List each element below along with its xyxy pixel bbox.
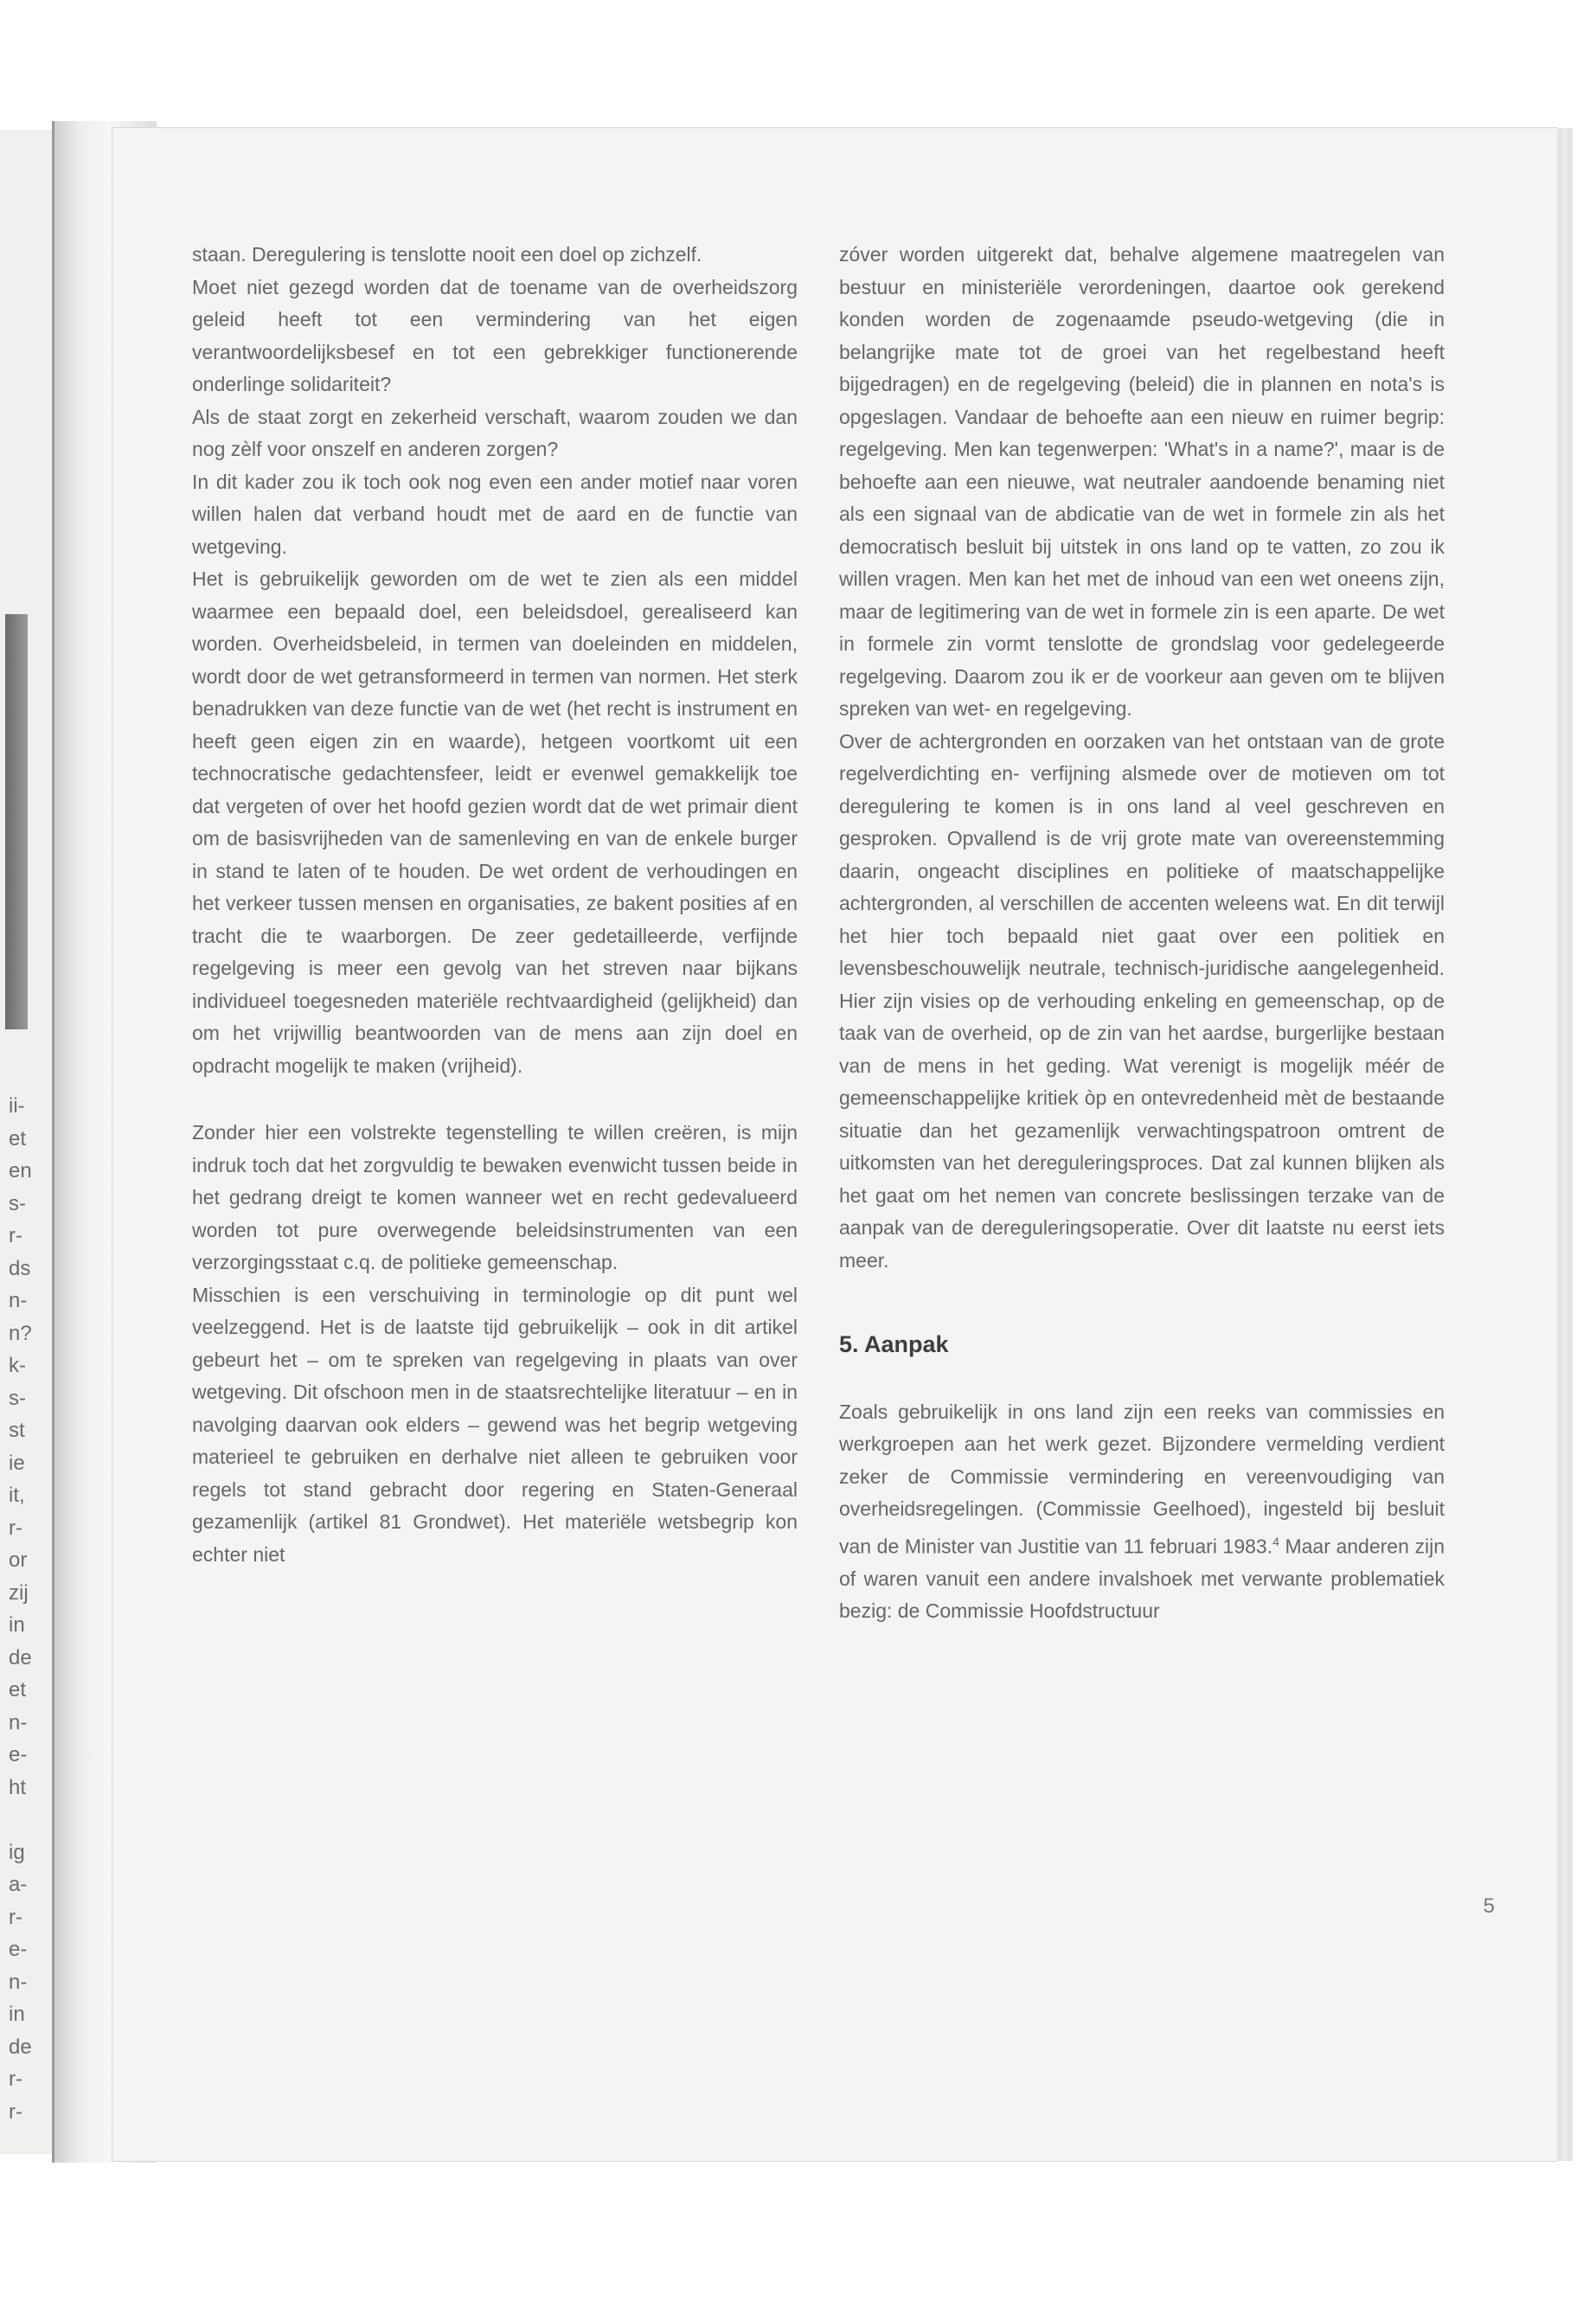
left-page-fragment: ie [9,1451,25,1475]
page [112,128,1557,2161]
left-page-fragment: ht [9,1775,27,1799]
paragraph: Over de achtergronden en oorzaken van het ontstaan van de grote regelverdichting en- verfijning alsmede over de motieven om tot deregulering te komen is in ons land al veel geschreven en gesproken. Opvallend is de vrij grote mate van overeenstemming daarin, ongeacht disciplines en politieke of maatschappelijke achtergronden, al verschillen de accenten weleens wat. En dit terwijl het hier toch bepaald niet gaat over een politiek en levensbeschouwelijk neutrale, technisch-juridische aangelegenheid. Hier zijn visies op de verhouding enkeling en gemeenschap, op de taak van de overheid, op de zin van het aardse, burgerlijke bestaan van de mens in het geding. Wat verenigt is mogelijk méér de gemeenschappelijke kritiek òp en ontevredenheid mèt de bestaande situatie dan het gezamenlijk verwachtingspatroon omtrent de uitkomsten van het dereguleringsproces. Dat zal kunnen blijken als het gaat om het nemen van concrete beslissingen terzake van de aanpak van de dereguleringsoperatie. Over dit laatste nu eerst iets meer. [839,729,1445,1272]
left-page-fragment: s- [9,1386,26,1410]
left-page-fragment: e- [9,1743,28,1766]
left-page-fragment: zij [9,1580,29,1605]
left-page-fragment: de [9,1645,32,1670]
left-page-fragment: en [9,1159,32,1183]
paragraph: zóver worden uitgerekt dat, behalve algemene maatregelen van bestuur en ministeriële verordeningen, daartoe ook gerekend konden worden de zogenaamde pseudo-wetgeving (die in belangrijke mate tot de groei van het regelbestand heeft bijgedragen) en de regelgeving (beleid) die in plannen en nota's is opgeslagen. Vandaar de behoefte aan een nieuw en ruimer begrip: regelgeving. Men kan tegenwerpen: 'What's in a name?', maar is de behoefte aan een nieuwe, wat neutraler aandoende benaming niet als een signaal van de abdicatie van de wet in formele zin als het democratisch besluit bij uitstek in ons land op te vatten, zo zou ik willen vragen. Men kan het met de inhoud van een wet oneens zijn, maar de legitimering van de wet in formele zin is een aparte. De wet in formele zin vormt tenslotte de grondslag voor gedelegeerde regelgeving. Daarom zou ik er de voorkeur aan geven om te blijven spreken van wet- en regelgeving. [839,243,1445,720]
paragraph: Moet niet gezegd worden dat de toename van de overheidszorg geleid heeft tot een vermindering van het eigen verantwoordelijksbesef en tot een gebrekkiger functionerende onderlinge solidariteit? [192,275,798,395]
left-page-fragment: ii- [9,1094,25,1118]
left-page-fragment: k- [9,1354,26,1377]
left-page-fragment: n? [9,1321,32,1345]
left-page-fragment: n- [9,1970,28,1994]
left-page-fragment: r- [9,1905,22,1929]
left-page-fragment: r- [9,2067,22,2091]
page-number: 5 [1483,1894,1495,1918]
paragraph [839,1396,1445,1628]
left-page-image-strip [5,614,28,1029]
paragraph-text-continued: Maar anderen zijn of waren vanuit een andere invalshoek met verwante problematiek bezig: de Commissie Hoofdstructuur [839,1535,1445,1623]
left-page-fragment: or [9,1548,28,1572]
footnote-marker[interactable]: 4 [1272,1534,1279,1548]
left-column [192,239,798,1571]
left-page-fragment: ds [9,1256,31,1280]
right-column [839,239,1445,1628]
paragraph: Als de staat zorgt en zekerheid verschaft, waarom zouden we dan nog zèlf voor onszelf en anderen zorgen? [192,405,798,460]
left-page-fragment: r- [9,1516,22,1540]
paragraph: Zonder hier een volstrekte tegenstelling te willen creëren, is mijn indruk toch dat het zorgvuldig te bewaken evenwicht tussen beide in het gedrang dreigt te komen wanneer wet en recht gedevalueerd worden tot pure overwegende beleidsinstrumenten van een verzorgingsstaat c.q. de politieke gemeenschap. [192,1121,798,1273]
left-page-fragment: a- [9,1873,28,1896]
left-page-fragment: st [9,1419,25,1442]
left-page-fragment: de [9,2035,32,2059]
paragraph: Misschien is een verschuiving in terminologie op dit punt wel veelzeggend. Het is de laatste tijd gebruikelijk – ook in dit artikel gebeurt het – om te spreken van regelgeving in plaats van over wetgeving. Dit ofschoon men in de staatsrechtelijke literatuur – en in navolging daarvan ook elders – gewend was het begrip wetgeving materieel te gebruiken en derhalve niet alleen te gebruiken voor regels tot stand gebracht door regering en Staten-Generaal gezamenlijk (artikel 81 Grondwet). Het materiële wetsbegrip kon echter niet [192,1283,798,1566]
left-page-fragment: s- [9,1191,26,1215]
left-page-fragment [9,1804,43,1836]
paragraph: In dit kader zou ik toch ook nog even een ander motief naar voren willen halen dat verband houdt met de aard en de functie van wetgeving. [192,470,798,558]
left-page-fragment: r- [9,2099,22,2124]
paragraph: staan. Deregulering is tenslotte nooit een doel op zichzelf. [192,243,702,266]
left-page-text-fragments [9,1090,43,2128]
left-page-fragment: n- [9,1710,28,1734]
left-page-fragment: in [9,2003,25,2026]
paragraph-text: Zoals gebruikelijk in ons land zijn een reeks van commissies en werkgroepen aan het werk gezet. Bijzondere vermelding verdient zeker de Commissie vermindering en vereenvoudiging van overheidsregelingen. (Commissie Geelhoed), ingesteld bij besluit van de Minister van Justitie van 11 februari 1983. [839,1400,1445,1558]
left-page-fragment: n- [9,1289,28,1312]
left-page-fragment: ig [9,1840,25,1864]
left-page-fragment: et [9,1678,27,1702]
left-page-fragment: in [9,1613,25,1637]
section-heading: 5. Aanpak [839,1331,949,1357]
left-page-fragment: r- [9,1224,22,1247]
left-page-fragment: et [9,1126,27,1150]
left-page-fragment: it, [9,1484,25,1507]
paragraph: Het is gebruikelijk geworden om de wet te zien als een middel waarmee een bepaald doel, een beleidsdoel, gerealiseerd kan worden. Overheidsbeleid, in termen van doeleinden en middelen, wordt door de wet getransformeerd in termen van normen. Het sterk benadrukken van deze functie van de wet (het recht is instrument en heeft geen eigen zin en waarde), hetgeen voortkomt uit een technocratische gedachtensfeer, leidt er evenwel gemakkelijk toe dat vergeten of over het hoofd gezien wordt dat de wet primair dient om de basisvrijheden van de samenleving en van de enkele burger in stand te laten of te houden. De wet ordent de verhoudingen en het verkeer tussen mensen en organisaties, ze bakent posities af en tracht die te waarborgen. De zeer gedetailleerde, verfijnde regelgeving is meer een gevolg van het streven naar bijkans individueel toegesneden materiële rechtvaardigheid (gelijkheid) dan om het vrijwillig beantwoorden van de mens aan zijn doel en opdracht mogelijk te maken (vrijheid). [192,567,798,1077]
left-page-fragment: e- [9,1938,28,1961]
